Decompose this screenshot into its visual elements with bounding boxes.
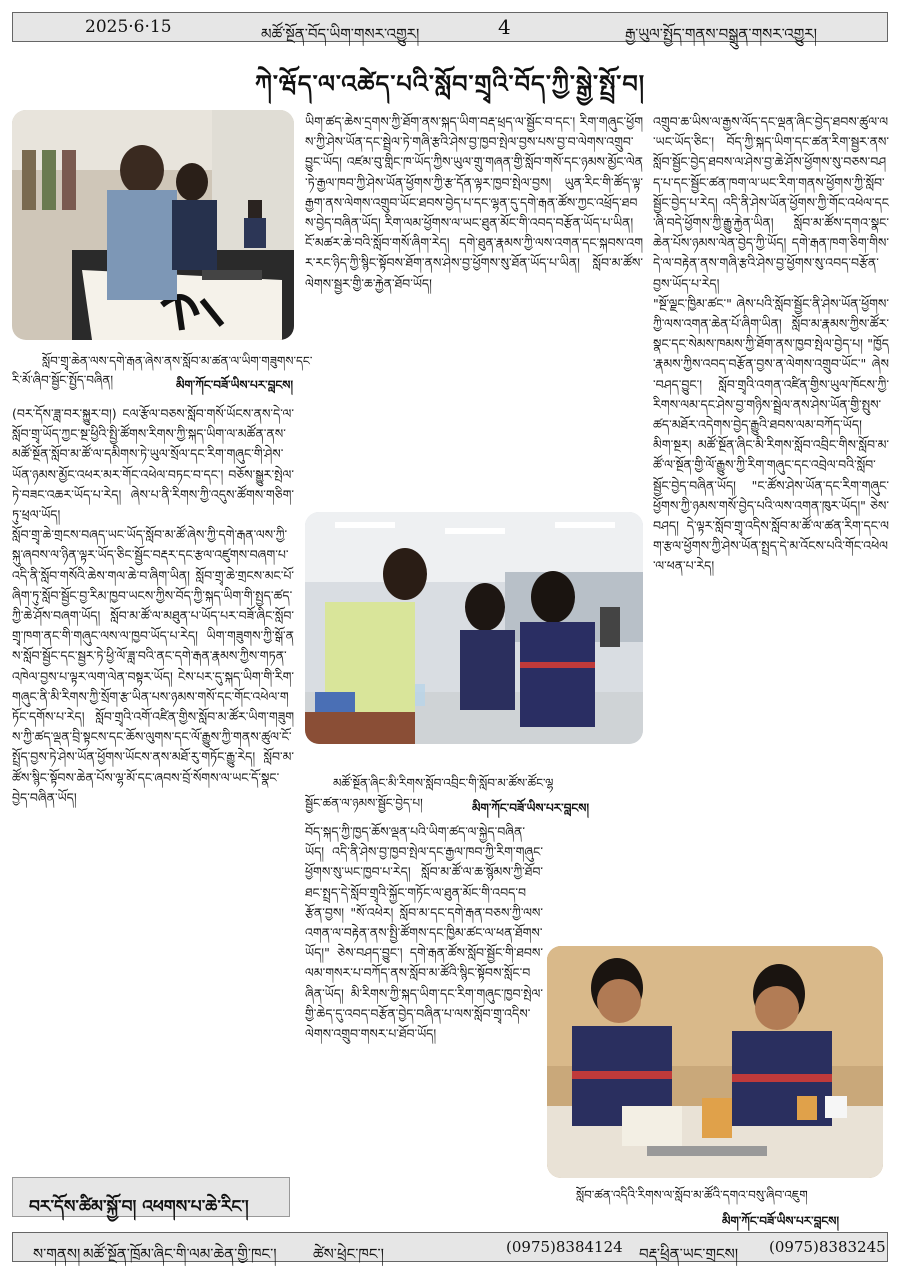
page-number: 4 [498,15,511,39]
footer-phone-label: ཚེས་ཕྲེང་ཁང་། [313,1245,385,1263]
footer-bar [12,1232,888,1262]
article-body-2c: བོད་སྐད་ཀྱི་ཁྱད་ཆོས་ལྡན་པའི་ཡིག་ཚད་ལ་སྐྱེད་བཞིན་ཡོད། འདི་ནི་ཤེས་བྱ་ཁྱབ་སྤེལ་དང་རྒྱལ་ཁབ་ཀྱི་རིག་གཞུང་ཕྱོགས་སུ་ཡང་ཁྱབ་པ་རེད། སློབ་མ་ཚོ་ལ་ཆ་སྙོམས་ཀྱི་ཐོབ་ཐང་སྤྲད་དེ་སློབ་གྲྭའི་སྐྱོང་གཏོང་ལ་ཐུན་མོང་གི་འབད་བརྩོན་བྱས། "སོ་འཕེར། སློབ་མ་དང་དགེ་རྒན་བཅས་ཀྱི་ལས་འགན་ལ་བརྟེན་ནས་སྤྱི་ཚོགས་དང་ཁྱིམ་ཚང་ལ་ཕན་ཐོགས་ཡོད།" ཅེས་བཤད་བྱུང་། དགེ་རྒན་ཚོས་སློབ་སྦྱོང་གི་ཐབས་ལམ་གསར་པ་བཀོད་ནས་སློབ་མ་ཚོའི་སྙིང་སྟོབས་སློང་བཞིན་ཡོད། མི་རིགས་ཀྱི་སྐད་ཡིག་དང་རིག་གཞུང་ཁྱབ་སྤེལ་གྱི་ཆེད་དུ་འབད་བརྩོན་བྱེད་བཞིན་པ་ལས་སློབ་གྲྭ་འདིས་ལེགས་འགྲུབ་གསར་པ་ཐོབ་ཡོད། [305,824,543,1042]
photo2-caption: མཚོ་སྔོན་ཞིང་མི་རིགས་སློབ་འབྲིང་གི་སློབ་མ་ཚོས་ཚོང་ལྷ [333,776,554,790]
footer-phone-2: (0975)8383245 [769,1238,886,1256]
footer-address: མཚོ་སྔོན་ཁྲོམ་ཞིང་གི་ལམ་ཆེན་གྱི་ཁང་། [83,1245,277,1263]
photo-robotics [547,946,883,1178]
article-body-2b: ངོ་མཚར་ཆེ་བའི་སློབ་གསོ་ཞིག་རེད། དགེ་ཐུན་རྣམས་ཀྱི་ལས་འགན་དང་སྐབས་འགར་རང་ཉིད་ཀྱི་སྙིང་སྟོབས་ཐོག་ནས་ཤེས་བྱ་ཕྱོགས་སུ་ཐོན་ཡོད་པ་ཡིན། སློབ་མ་ཚོས་ལེགས་སྦྱར་གྱི་ཆ་རྐྱེན་ཐོབ་ཡོད། [305,235,643,291]
photo1-caption-line2: རི་མོ་ཞིབ་སྦྱོང་སྤྱོད་བཞིན། [12,373,114,387]
article-column-2-bottom [305,822,543,1222]
editor-credit-box: བར་དོས་ཚིམ་སྐྱོ་བ། འཕགས་པ་ཆེ་རིང་། [12,1177,290,1217]
photo-calligraphy [12,110,294,340]
photo1-caption: སློབ་གྲྭ་ཆེན་ལས་དགེ་རྒན་ཞེས་ནས་སློབ་མ་ཚན་ལ་ཡིག་གཟུགས་དང་ [42,354,313,368]
article-column-1 [12,404,294,1172]
headline: ཀེ་ཝོད་ལ་འཚེད་པའི་སློབ་གྲྭའི་བོད་ཀྱི་སྒྱེ་སྤྲོ་བ། [254,70,646,98]
article-body-3c: མིག་སྔར། མཚོ་སྔོན་ཞིང་མི་རིགས་སློབ་འབྲིང་གིས་སློབ་མ་ཚོ་ལ་སྔོན་གྱི་ལོ་རྒྱུས་ཀྱི་རིག་གཞུང་དང་འབྲེལ་བའི་སློབ་སྦྱོང་བྱེད་བཞིན་ཡོད། "ང་ཚོས་ཤེས་ཡོན་དང་རིག་གཞུང་ཕྱོགས་ཀྱི་ཉམས་གསོ་བྱེད་པའི་ལས་འགན་ཁུར་ཡོད།" ཅེས་བཤད། དེ་ལྟར་སློབ་གྲྭ་འདིས་སློབ་མ་ཚོ་ལ་ཚན་རིག་དང་ལག་རྩལ་ཕྱོགས་ཀྱི་ཤེས་ཡོན་སྤྲད་དེ་མ་འོངས་པའི་གོང་འཕེལ་ལ་ཕན་པ་རེད། [653,437,889,574]
article-body-1: སློབ་གྲྭ་ཆེ་གྲངས་བཞད་ཡང་ཡོད་སློབ་མ་ཚོ་ཞེས་ཀྱི་དགེ་རྒན་ལས་ཀྱི་སྐུ་ཞབས་ལ་ཉིན་ལྟར་ཡོད་ཅིང་སྦྱོང་བརྡར་དང་རྩལ་འཛུགས་བཞག་པ་འདི་ནི་སློབ་གསོའི་ཆེས་གལ་ཆེ་བ་ཞིག་ཡིན། སློབ་གྲྭ་ཆེ་གྲངས་མང་པོ་ཞིག་ཏུ་སློབ་སྦྱོང་བྱ་རིམ་ཁྱབ་ཡངས་ཀྱིས་བོད་ཀྱི་སྐད་ཡིག་གི་སྤྱད་ཚད་ཀྱི་ཆེ་ཤོས་བཞག་ཡོད། སློབ་མ་ཚོ་ལ་མཐུན་པ་ཡོད་པར་བཟོ་ཞིང་སློབ་གྲྭ་ཁག་ནང་གི་གཞུང་ལས་ལ་ཁྱབ་ཡོད་པ་རེད། ཡིག་གཟུགས་ཀྱི་སྒོ་ནས་སློབ་སྦྱོང་དང་སྦྱར་ཏེ་ཕྱི་ལོ་ཟླ་བའི་ནང་དགེ་རྒན་རྣམས་ཀྱིས་གཏན་འཁེལ་བྱས་པ་ལྟར་ལག་ལེན་བསྟར་ཡོད། ངེས་པར་དུ་སྐད་ཡིག་གི་རིག་གཞུང་ནི་མི་རིགས་ཀྱི་སྲོག་རྩ་ཡིན་པས་ཉམས་གསོ་དང་གོང་འཕེལ་གཏོང་དགོས་པ་རེད། སློབ་གྲྭའི་འགོ་འཛིན་གྱིས་སློབ་མ་ཚོར་ཡིག་གཟུགས་ཀྱི་ཚད་ལྡན་བྲི་སྟངས་དང་ཆོས་ལུགས་དང་ལོ་རྒྱུས་ཀྱི་གནས་ཚུལ་ངོ་སྤྲོད་བྱས་ཏེ་ཤེས་ཡོན་ཕྱོགས་ཡོངས་ནས་མཐོ་རུ་གཏོང་རྒྱུ་རེད། སློབ་མ་ཚོས་སྙིང་སྟོབས་ཆེན་པོས་ལྷ་མོ་དང་ཞབས་བྲོ་སོགས་ལ་ཡང་དོ་སྣང་བྱེད་བཞིན་ཡོད། [12,527,294,805]
photo3-caption: སློབ་ཚན་འདིའི་རིགས་ལ་སློབ་མ་ཚོའི་དགའ་བསུ་ཞིབ་འཇུག [576,1188,808,1202]
footer-phone-1: (0975)8384124 [506,1238,623,1256]
section-name-right: རྒྱ་ཡུལ་སྤྱོད་གནས་བསྒྲུན་གསར་འགྱུར། [625,25,817,43]
photo3-credit: མིག་ཀོང་བཟོ་ཡིས་པར་བླངས། [722,1214,840,1228]
section-name: མཚོ་སྔོན་བོད་ཡིག་གསར་འགྱུར། [261,25,420,43]
header-bar [12,12,888,42]
article-body-3b: "སྔོ་ལྗང་ཁྱིམ་ཚང་" ཞེས་པའི་སློབ་སྦྱོང་ནི་ཤེས་ཡོན་ཕྱོགས་ཀྱི་ལས་འགན་ཆེན་པོ་ཞིག་ཡིན། སློབ་མ་རྣམས་ཀྱིས་ཚོར་སྣང་དང་སེམས་ཁམས་ཀྱི་ཐོག་ནས་ཁྱབ་སྤེལ་བྱེད་པ། "ཁྱོད་རྣམས་ཀྱིས་འབད་བརྩོན་བྱས་ན་ལེགས་འགྲུབ་ཡོང་" ཞེས་བཤད་བྱུང་། སློབ་གྲྭའི་འགན་འཛིན་གྱིས་ཡུལ་ཁོངས་ཀྱི་རིགས་ལམ་དང་ཤེས་བྱ་གཉིས་སྦྲེལ་ནས་ཤེས་ཡོན་གྱི་སྤུས་ཚད་མཐོར་འདེགས་བྱེད་རྒྱུའི་ཐབས་ལམ་བཀོད་ཡོད། [653,295,889,433]
article-body-2a: ཡིག་ཚད་ཆེས་དྲགས་ཀྱི་ཐོག་ནས་སྐད་ཡིག་བརྡ་ཕྲད་ལ་སྦྱོང་བ་དང་། རིག་གཞུང་ཕྱོགས་ཀྱི་ཤེས་ཡོན་དང་སྦྲེལ་ཏེ་གཞི་རྩའི་ཤེས་བྱ་ཁྱབ་སྤེལ་བྱས་པས་བྱ་བ་ལེགས་འགྲུབ་བྱུང་ཡོད། འཛམ་བུ་གླིང་ཁ་ཡོད་ཀྱིས་ཡུལ་གྲུ་གཞན་གྱི་སློབ་གསོ་དང་ཉམས་མྱོང་ལེན་ཏེ་རྒྱལ་ཁབ་ཀྱི་ཤེས་ཡོན་ཕྱོགས་ཀྱི་རྩ་དོན་ལྟར་ཁྱབ་སྤེལ་བྱས། ཡུན་རིང་གི་ཚོད་ལྟ་རྒྱག་ནས་ལེགས་འགྲུབ་ཡོང་ཐབས་བྱེད་པ་དང་ལྷན་དུ་དགེ་རྒན་ཚོས་ཀྱང་འཕྲོད་ཐབས་བྱེད་བཞིན་ཡོད། རིག་ལམ་ཕྱོགས་ལ་ཡང་ཐུན་མོང་གི་འབད་བརྩོན་ཡོད་པ་ཡིན། [305,114,643,231]
photo1-credit: མིག་ཀོང་བཟོ་ཡིས་པར་བླངས། [176,378,294,392]
article-column-3 [653,112,889,938]
footer-phone-label-2: བརྡ་ཕྲིན་ཡང་གྲངས། [639,1245,739,1263]
article-lead: (བར་དོས་ཟླ་བར་སྐྱུར་བ།) ངལ་རྩོལ་བཅས་སློབ་གསོ་ཡོངས་ནས་དེ་ལ་སློབ་གྲྭ་ཡོད་ཀྱང་སྔ་ཕྱིའི་སྤྱི་ཚོགས་རིགས་ཀྱི་སྐད་ཡིག་ལ་མཚོན་ནས་མཚོ་སྔོན་སློབ་མ་ཚོ་ལ་དམིགས་ཏེ་ཡུལ་སྲོལ་དང་རིག་གཞུང་གི་ཤེས་ཡོན་ཉམས་མྱོང་འཕར་མར་གོང་འཕེལ་བཏང་བ་དང་། བཅོས་སྒྱུར་སྤེལ་ཏེ་བཟང་འཆར་ཡོད་པ་རེད། ཞེས་པ་ནི་རིགས་ཀྱི་འདུས་ཚོགས་གཅིག་ཏུ་ཕྲལ་ཡོད། [12,406,294,523]
article-body-3a: འགྲུབ་ཆ་ཡིས་ལ་རྒྱས་ལོད་དང་ལྡན་ཞིང་བྱེད་ཐབས་ཚུལ་ལ་ཡང་ཡོད་ཅིང་། བོད་ཀྱི་སྐད་ཡིག་དང་ཚན་རིག་སྦྱར་ནས་སློབ་སྦྱོང་བྱེད་ཐབས་ལ་ཤེས་བྱ་ཆེ་ཤོས་ཕྱོགས་སུ་བཅས་བཤད་པ་དང་སྦྱོང་ཚན་ཁག་ལ་ཡང་རིག་གནས་ཕྱོགས་ཀྱི་སློབ་སྦྱོང་བྱེད་པ་རེད། འདི་ནི་ཤེས་ཡོན་ཕྱོགས་ཀྱི་གོང་འཕེལ་དང་ཞི་བདེ་ཕྱོགས་ཀྱི་རྒྱུ་རྐྱེན་ཡིན། སློབ་མ་ཚོས་དགའ་སྣང་ཆེན་པོས་ཉམས་ལེན་བྱེད་ཀྱི་ཡོད། དགེ་རྒན་ཁག་ཅིག་གིས་དེ་ལ་བརྟེན་ནས་གཞི་རྩའི་ཤེས་བྱ་ཕྱོགས་སུ་འབད་བརྩོན་བྱས་ཡོད་པ་རེད། [653,114,889,291]
article-column-2-top [305,112,643,502]
photo2-caption-line2: སྦྱོང་ཚན་ལ་ཉམས་སྦྱོང་བྱེད་པ། [305,796,423,810]
photo2-credit: མིག་ཀོང་བཟོ་ཡིས་པར་བླངས། [472,801,590,815]
photo-lab [305,512,643,744]
issue-date: 2025·6·15 [85,17,172,37]
footer-address-label: ས་གནས། [33,1245,81,1263]
